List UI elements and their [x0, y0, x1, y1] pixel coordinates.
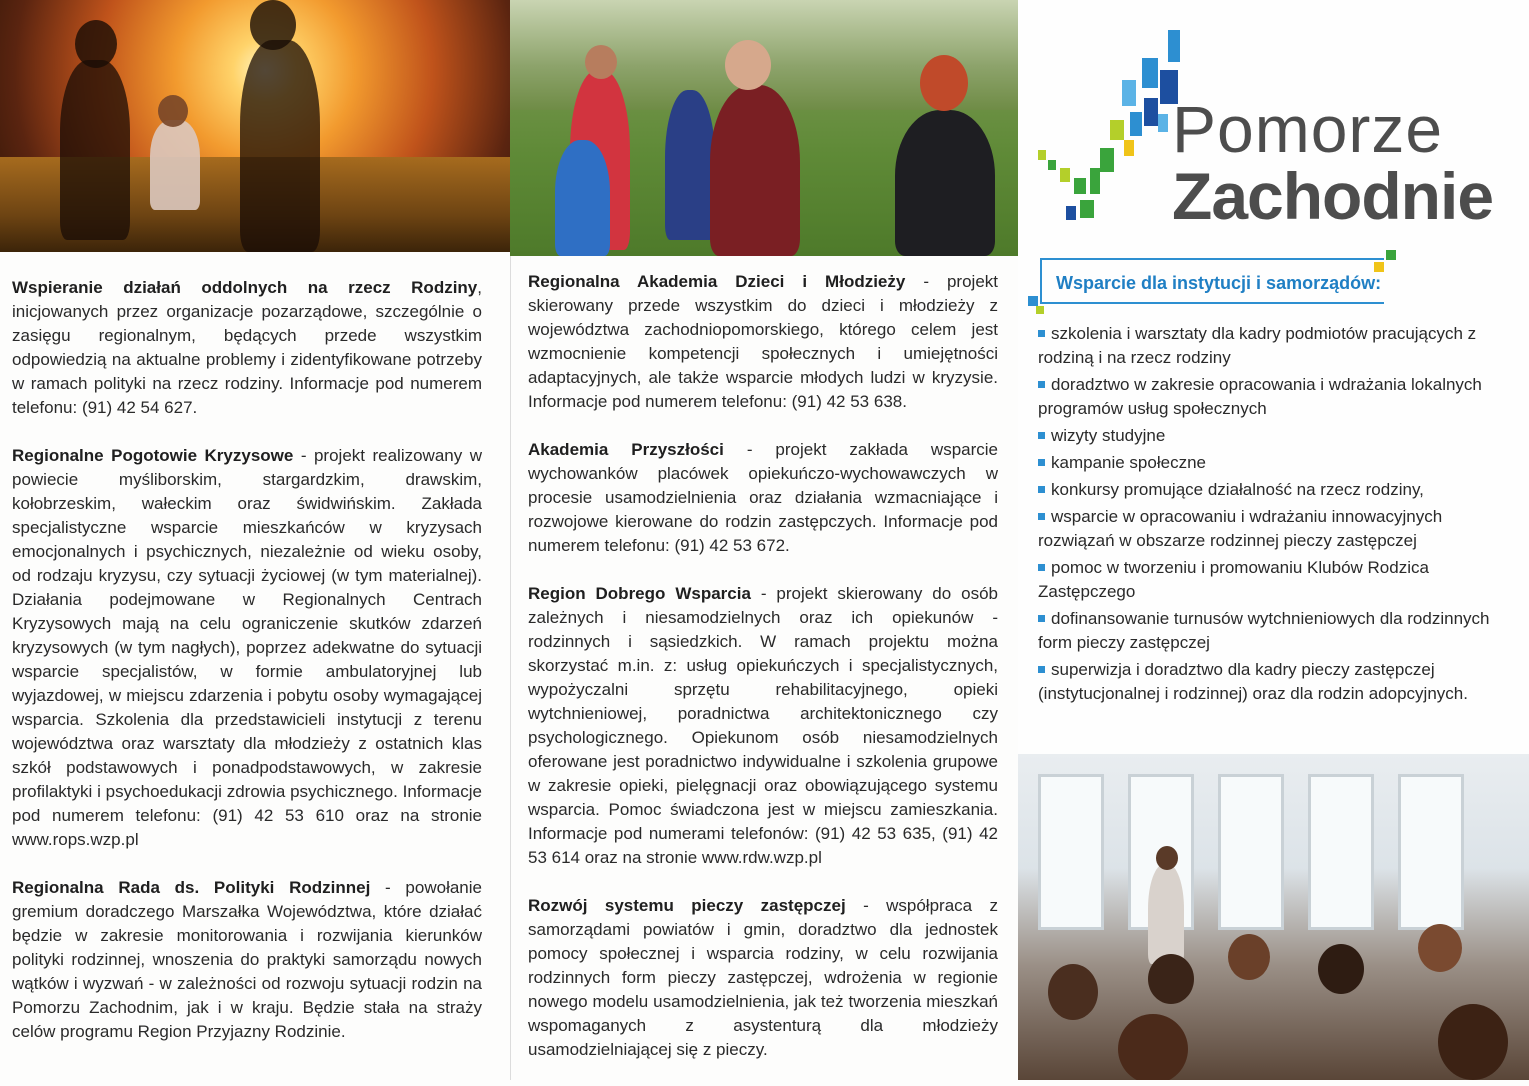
section-crisis-service [12, 444, 482, 852]
section-family-initiatives [12, 276, 482, 420]
father-head [250, 0, 296, 50]
audience-head [1148, 954, 1194, 1004]
audience-head [1418, 924, 1462, 972]
list-item: wsparcie w opracowaniu i wdrażaniu innowacyjnych rozwiązań w obszarze rodzinnej pieczy zastępczej [1038, 507, 1443, 550]
list-item: szkolenia i warsztaty dla kadry podmiotów pracujących z rodziną i na rzecz rodziny [1038, 324, 1477, 367]
mother-silhouette [60, 60, 130, 240]
logo-wordmark-line2: Zachodnie [1172, 159, 1494, 233]
list-item: pomoc w tworzeniu i promowaniu Klubów Rodzica Zastępczego [1038, 558, 1429, 601]
support-list [1038, 322, 1498, 709]
audience-head [1118, 1014, 1188, 1080]
person-red-head [585, 45, 617, 79]
section-youth-academy [528, 270, 998, 414]
list-item: kampanie społeczne [1038, 451, 1498, 475]
bullet-icon [1038, 513, 1045, 520]
man-head [725, 40, 771, 90]
section-family-council [12, 876, 482, 1044]
bullet-icon [1038, 564, 1045, 571]
section-foster-care [528, 894, 998, 1062]
girl-navy [665, 90, 715, 240]
presenter-head [1156, 846, 1178, 870]
presenter [1148, 864, 1184, 964]
logo-mark-icon [1030, 20, 1180, 230]
left-column-text [12, 276, 482, 1068]
woman-head [920, 55, 968, 111]
section-title: Rozwój systemu pieczy zastępczej [528, 896, 846, 915]
section-title: Regionalne Pogotowie Kryzysowe [12, 446, 294, 465]
audience-head [1228, 934, 1270, 980]
section-title: Regionalna Akademia Dzieci i Młodzieży [528, 272, 906, 291]
section-body: - projekt zakłada wsparcie wychowanków placówek opiekuńczo-wychowawczych w procesie usamodzielnienia oraz działania wzmacniające i rozwojowe kierowane do rodzin zastępczych. Informacje pod numerem telefonu: (91) 42 53 672. [528, 440, 998, 555]
audience-head [1318, 944, 1364, 994]
section-title: Wspieranie działań oddolnych na rzecz Rodziny [12, 278, 478, 297]
section-title: Region Dobrego Wsparcia [528, 584, 751, 603]
logo-wordmark-line1: Pomorze [1172, 92, 1444, 166]
group-park-photo [510, 0, 1018, 256]
mother-head [75, 20, 117, 68]
frame-accent-icon [1028, 296, 1038, 306]
frame-accent-icon [1374, 262, 1384, 272]
list-item: wizyty studyjne [1038, 424, 1498, 448]
section-body: - projekt skierowany przede wszystkim do dzieci i młodzieży z województwa zachodniopomorskiego, którego celem jest wzmocnienie kompetencji społecznych i umiejętności adaptacyjnych, ale także wsparcie młodych ludzi w kryzysie. Informacje pod numerem telefonu: (91) 42 53 638. [528, 272, 998, 411]
section-title: Regionalna Rada ds. Polityki Rodzinnej [12, 878, 371, 897]
bullet-icon [1038, 432, 1045, 439]
section-title: Akademia Przyszłości [528, 440, 724, 459]
support-title: Wsparcie dla instytucji i samorządów: [1056, 273, 1382, 293]
frame-accent-icon [1386, 250, 1396, 260]
man-burgundy [710, 85, 800, 256]
section-body: , inicjowanych przez organizacje pozarządowe, szczególnie o zasięgu regionalnym, będących przede wszystkim odpowiedzią na aktualne problemy i zidentyfikowane potrzeby w ramach polityki na rzecz rodziny. Informacje pod numerem telefonu: (91) 42 54 627. [12, 278, 482, 417]
audience-head [1438, 1004, 1508, 1080]
section-body: - projekt realizowany w powiecie myśliborskim, stargardzkim, drawskim, kołobrzeskim, wałeckim oraz świdwińskim. Zakłada specjalistyczne wsparcie mieszkańców w kryzysach emocjonalnych i psychicznych, niezależnie od wieku osoby, od rodzaju kryzysu, czy sytuacji życiowej (w tym materialnej). Działania podejmowane w Regionalnych Centrach Kryzysowych mają na celu ograniczenie skutków zdarzeń kryzysowych (w tym nagłych), poprzez adekwatne do sytuacji wsparcie specjalistów, w formie ambulatoryjnej lub wyjazdowej, w miejscu zdarzenia i pobytu osoby wymagającej wsparcia. Szkolenia dla przedstawicieli instytucji z terenu województwa oraz warsztaty dla młodzieży z ostatnich klas szkół podstawowych i ponadpodstawowych, w zakresie profilaktyki i psychoedukacji zdrowia psychicznego. Informacje pod numerem telefonu: (91) 42 53 610 oraz na stronie www.rops.wzp.pl [12, 446, 482, 849]
section-body: - powołanie gremium doradczego Marszałka Województwa, które działać będzie w zakresie monitorowania i rozwijania kierunków polityki rodzinnej, wnoszenia do praktyki samorządu nowych wątków i wyzwań - w zależności od rozwoju sytuacji rodzin na Pomorzu Zachodnim, jak i w kraju. Będzie stała na straży celów programu Region Przyjazny Rodzinie. [12, 878, 482, 1041]
bullet-icon [1038, 666, 1045, 673]
list-item: konkursy promujące działalność na rzecz rodziny, [1038, 478, 1498, 502]
section-body: - projekt skierowany do osób zależnych i niesamodzielnych oraz ich opiekunów - rodzinnych i sąsiedzkich. W ramach projektu można skorzystać m.in. z: usług opiekuńczych i specjalistycznych, wypożyczalni sprzętu rehabilitacyjnego, opieki wytchnieniowej, poradnictwa architektonicznego czy psychologicznego. Opiekunom osób niesamodzielnych oferowane jest poradnictwo indywidualne i szkolenia grupowe w zakresie opieki, pielęgnacji oraz obowiązującego systemu wsparcia. Pomoc świadczona jest w miejscu zamieszkania. Informacje pod numerami telefonów: (91) 42 53 635, (91) 42 53 614 oraz na stronie www.rdw.wzp.pl [528, 584, 999, 867]
window [1038, 774, 1104, 930]
section-future-academy [528, 438, 998, 558]
bullet-icon [1038, 381, 1045, 388]
family-sunset-photo [0, 0, 510, 252]
bullet-icon [1038, 330, 1045, 337]
training-room-photo [1018, 754, 1529, 1080]
bullet-icon [1038, 615, 1045, 622]
bullet-icon [1038, 486, 1045, 493]
window [1308, 774, 1374, 930]
section-body: - współpraca z samorządami powiatów i gmin, doradztwo dla jednostek pomocy społecznej i wsparcia rodziny, w celu rozwijania rodzinnych form pieczy zastępczej, wdrożenia w regionie nowego modelu usamodzielnienia, jak też tworzenia mieszkań wspomaganych z asystenturą dla młodzieży usamodzielniającej się z pieczy. [528, 896, 998, 1059]
window [1398, 774, 1464, 930]
list-item: doradztwo w zakresie opracowania i wdrażania lokalnych programów usług społecznych [1038, 375, 1482, 418]
woman-black [895, 110, 995, 256]
window [1218, 774, 1284, 930]
child-head [158, 95, 188, 127]
father-silhouette [240, 40, 320, 252]
section-good-support [528, 582, 998, 870]
list-item: superwizja i doradztwo dla kadry pieczy zastępczej (instytucjonalnej i rodzinnej) oraz dla rodzin adopcyjnych. [1038, 660, 1468, 703]
child-silhouette [150, 120, 200, 210]
middle-column-text [528, 270, 998, 1086]
bullet-icon [1038, 459, 1045, 466]
audience-head [1048, 964, 1098, 1020]
child-blue [555, 140, 610, 256]
list-item: dofinansowanie turnusów wytchnieniowych dla rodzinnych form pieczy zastępczej [1038, 609, 1490, 652]
frame-accent-icon [1036, 306, 1044, 314]
